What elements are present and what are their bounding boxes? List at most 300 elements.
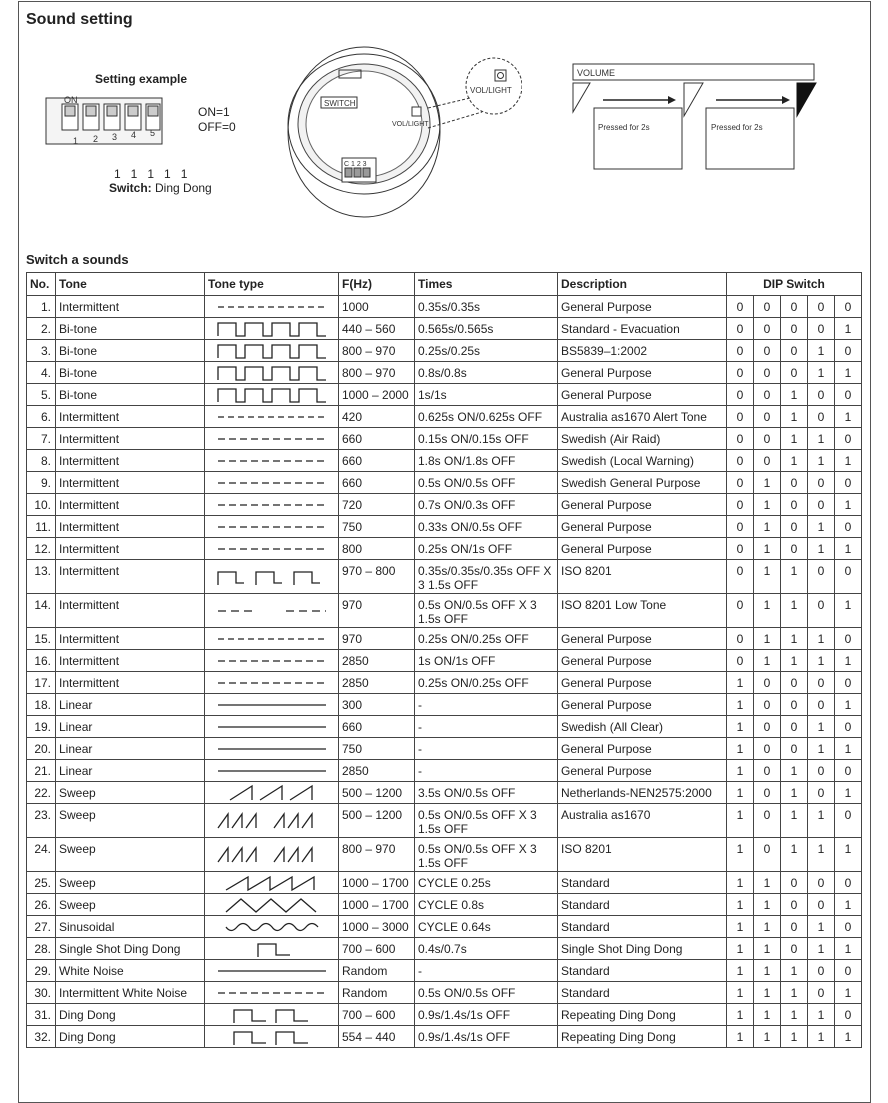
row-description: General Purpose: [558, 628, 727, 650]
row-dip-bit-2: 0: [754, 450, 781, 472]
row-tone-type-double-pulse-icon: [205, 1026, 339, 1048]
row-dip-bit-4: 0: [808, 872, 835, 894]
row-dip-bit-4: 1: [808, 738, 835, 760]
row-description: Standard: [558, 916, 727, 938]
row-number: 1.: [27, 296, 56, 318]
row-tone-type-line-icon: [205, 760, 339, 782]
row-dip-bit-1: 1: [727, 716, 754, 738]
row-dip-bit-4: 0: [808, 472, 835, 494]
row-frequency: 660: [339, 716, 415, 738]
row-dip-bit-5: 0: [835, 516, 862, 538]
pressed-label-2: Pressed for 2s: [711, 123, 763, 132]
row-tone: Intermittent: [56, 516, 205, 538]
row-times: 0.625s ON/0.625s OFF: [415, 406, 558, 428]
row-description: General Purpose: [558, 384, 727, 406]
row-frequency: 420: [339, 406, 415, 428]
row-tone: Sweep: [56, 872, 205, 894]
row-tone-type-dash-icon: [205, 472, 339, 494]
row-tone: Bi-tone: [56, 318, 205, 340]
volume-label: VOLUME: [577, 68, 616, 78]
col-description: Description: [558, 273, 727, 296]
row-frequency: Random: [339, 960, 415, 982]
row-dip-bit-4: 1: [808, 1026, 835, 1048]
row-dip-bit-5: 0: [835, 716, 862, 738]
row-times: 0.7s ON/0.3s OFF: [415, 494, 558, 516]
row-number: 7.: [27, 428, 56, 450]
row-tone-type-dash-icon: [205, 538, 339, 560]
row-times: -: [415, 760, 558, 782]
row-dip-bit-1: 0: [727, 428, 754, 450]
row-dip-bit-2: 1: [754, 494, 781, 516]
row-dip-bit-5: 0: [835, 872, 862, 894]
row-dip-bit-3: 0: [781, 494, 808, 516]
dip-number-3: 3: [112, 132, 118, 142]
col-tone-type: Tone type: [205, 273, 339, 296]
row-dip-bit-2: 0: [754, 296, 781, 318]
row-dip-bit-2: 0: [754, 804, 781, 838]
row-dip-bit-3: 1: [781, 384, 808, 406]
row-dip-bit-4: 1: [808, 428, 835, 450]
row-dip-bit-1: 1: [727, 894, 754, 916]
row-dip-bit-2: 1: [754, 560, 781, 594]
row-tone-type-saw4-icon: [205, 872, 339, 894]
row-dip-bit-1: 1: [727, 838, 754, 872]
row-times: 0.25s ON/0.25s OFF: [415, 672, 558, 694]
row-dip-bit-2: 1: [754, 516, 781, 538]
row-dip-bit-1: 0: [727, 594, 754, 628]
switch-prefix: Switch:: [109, 181, 152, 195]
row-dip-bit-3: 0: [781, 716, 808, 738]
row-tone-type-dash-thin-icon: [205, 406, 339, 428]
device-diagram: [282, 44, 522, 224]
row-tone-type-line-icon: [205, 716, 339, 738]
row-frequency: 1000 – 1700: [339, 872, 415, 894]
row-dip-bit-4: 0: [808, 782, 835, 804]
row-dip-bit-5: 0: [835, 472, 862, 494]
row-dip-bit-4: 0: [808, 384, 835, 406]
table-row: [27, 340, 862, 362]
row-description: Netherlands-NEN2575:2000: [558, 782, 727, 804]
table-row: [27, 318, 862, 340]
row-dip-bit-5: 1: [835, 694, 862, 716]
row-dip-bit-5: 0: [835, 384, 862, 406]
row-number: 8.: [27, 450, 56, 472]
table-row: [27, 716, 862, 738]
row-dip-bit-4: 0: [808, 406, 835, 428]
row-frequency: 800 – 970: [339, 340, 415, 362]
row-description: ISO 8201: [558, 838, 727, 872]
row-frequency: 1000 – 1700: [339, 894, 415, 916]
table-row: [27, 960, 862, 982]
row-dip-bit-5: 0: [835, 916, 862, 938]
row-frequency: 554 – 440: [339, 1026, 415, 1048]
row-dip-bit-2: 0: [754, 716, 781, 738]
row-dip-bit-5: 1: [835, 362, 862, 384]
row-times: -: [415, 960, 558, 982]
row-tone: Intermittent: [56, 450, 205, 472]
row-dip-bit-1: 0: [727, 516, 754, 538]
row-tone: Ding Dong: [56, 1026, 205, 1048]
row-times: 1s/1s: [415, 384, 558, 406]
row-description: General Purpose: [558, 296, 727, 318]
row-dip-bit-1: 0: [727, 538, 754, 560]
table-row: [27, 516, 862, 538]
row-frequency: 440 – 560: [339, 318, 415, 340]
row-times: 0.15s ON/0.15s OFF: [415, 428, 558, 450]
row-dip-bit-5: 1: [835, 894, 862, 916]
row-tone: Bi-tone: [56, 384, 205, 406]
row-times: -: [415, 694, 558, 716]
row-dip-bit-5: 0: [835, 672, 862, 694]
row-dip-bit-3: 0: [781, 538, 808, 560]
row-description: General Purpose: [558, 694, 727, 716]
row-dip-bit-5: 0: [835, 296, 862, 318]
row-number: 14.: [27, 594, 56, 628]
col-dip-switch: DIP Switch: [727, 273, 862, 296]
row-tone-type-triangle-icon: [205, 894, 339, 916]
row-dip-bit-3: 0: [781, 672, 808, 694]
row-number: 9.: [27, 472, 56, 494]
row-description: Repeating Ding Dong: [558, 1026, 727, 1048]
row-times: 0.5s ON/0.5s OFF X 3 1.5s OFF: [415, 594, 558, 628]
row-dip-bit-5: 0: [835, 760, 862, 782]
row-dip-bit-3: 0: [781, 472, 808, 494]
row-dip-bit-2: 0: [754, 384, 781, 406]
row-number: 17.: [27, 672, 56, 694]
row-tone-type-saw-groups-icon: [205, 804, 339, 838]
row-dip-bit-4: 0: [808, 982, 835, 1004]
row-dip-bit-3: 1: [781, 760, 808, 782]
row-dip-bit-3: 1: [781, 628, 808, 650]
row-frequency: 700 – 600: [339, 1004, 415, 1026]
row-number: 23.: [27, 804, 56, 838]
row-times: 0.35s/0.35s/0.35s OFF X 3 1.5s OFF: [415, 560, 558, 594]
table-row: [27, 406, 862, 428]
row-number: 24.: [27, 838, 56, 872]
row-dip-bit-1: 1: [727, 804, 754, 838]
row-dip-bit-3: 0: [781, 694, 808, 716]
row-times: 0.33s ON/0.5s OFF: [415, 516, 558, 538]
row-times: 0.5s ON/0.5s OFF: [415, 982, 558, 1004]
row-dip-bit-1: 0: [727, 384, 754, 406]
row-description: General Purpose: [558, 362, 727, 384]
row-tone: Intermittent: [56, 296, 205, 318]
row-dip-bit-2: 1: [754, 982, 781, 1004]
row-dip-bit-4: 1: [808, 450, 835, 472]
row-dip-bit-1: 1: [727, 1026, 754, 1048]
row-tone-type-double-pulse-icon: [205, 1004, 339, 1026]
row-dip-bit-1: 1: [727, 938, 754, 960]
row-dip-bit-1: 0: [727, 450, 754, 472]
dip-number-5: 5: [150, 128, 156, 138]
row-dip-bit-2: 1: [754, 472, 781, 494]
row-tone-type-dash-thin-icon: [205, 628, 339, 650]
row-description: Australia as1670: [558, 804, 727, 838]
row-tone: Bi-tone: [56, 362, 205, 384]
row-tone: Intermittent: [56, 672, 205, 694]
row-dip-bit-5: 1: [835, 538, 862, 560]
row-frequency: 660: [339, 450, 415, 472]
dip-number-4: 4: [131, 130, 137, 140]
row-dip-bit-3: 1: [781, 1026, 808, 1048]
row-tone: Intermittent: [56, 472, 205, 494]
col-tone: Tone: [56, 273, 205, 296]
row-dip-bit-3: 0: [781, 340, 808, 362]
row-tone: Single Shot Ding Dong: [56, 938, 205, 960]
table-row: [27, 384, 862, 406]
table-row: [27, 782, 862, 804]
row-dip-bit-3: 1: [781, 650, 808, 672]
row-tone-type-dash-icon: [205, 672, 339, 694]
row-frequency: 1000 – 3000: [339, 916, 415, 938]
table-row: [27, 428, 862, 450]
row-times: 0.9s/1.4s/1s OFF: [415, 1026, 558, 1048]
row-number: 13.: [27, 560, 56, 594]
row-dip-bit-2: 0: [754, 318, 781, 340]
row-tone: Linear: [56, 694, 205, 716]
row-dip-bit-1: 1: [727, 872, 754, 894]
row-dip-bit-4: 0: [808, 694, 835, 716]
row-number: 27.: [27, 916, 56, 938]
row-tone-type-dash-icon: [205, 516, 339, 538]
row-dip-bit-2: 0: [754, 760, 781, 782]
row-dip-bit-3: 0: [781, 916, 808, 938]
row-frequency: 500 – 1200: [339, 804, 415, 838]
row-tone: Linear: [56, 716, 205, 738]
row-frequency: 800 – 970: [339, 362, 415, 384]
row-tone-type-square-icon: [205, 318, 339, 340]
row-dip-bit-4: 0: [808, 296, 835, 318]
col-times: Times: [415, 273, 558, 296]
setting-example-heading: Setting example: [95, 72, 188, 86]
row-number: 29.: [27, 960, 56, 982]
table-header-row: [27, 273, 862, 296]
row-frequency: 660: [339, 428, 415, 450]
on-off-legend: [198, 105, 236, 135]
col-no: No.: [27, 273, 56, 296]
row-dip-bit-5: 0: [835, 804, 862, 838]
row-dip-bit-2: 1: [754, 1004, 781, 1026]
row-dip-bit-3: 1: [781, 450, 808, 472]
row-dip-bit-2: 1: [754, 628, 781, 650]
row-number: 28.: [27, 938, 56, 960]
row-description: General Purpose: [558, 672, 727, 694]
row-tone-type-sine-icon: [205, 916, 339, 938]
row-number: 4.: [27, 362, 56, 384]
row-tone: White Noise: [56, 960, 205, 982]
table-row: [27, 694, 862, 716]
row-dip-bit-5: 0: [835, 340, 862, 362]
row-tone: Linear: [56, 760, 205, 782]
row-times: 0.25s ON/0.25s OFF: [415, 628, 558, 650]
col-frequency: F(Hz): [339, 273, 415, 296]
table-row: [27, 1004, 862, 1026]
row-dip-bit-1: 0: [727, 560, 754, 594]
row-tone: Sweep: [56, 804, 205, 838]
row-tone: Ding Dong: [56, 1004, 205, 1026]
row-dip-bit-4: 1: [808, 938, 835, 960]
row-dip-bit-3: 0: [781, 296, 808, 318]
row-number: 16.: [27, 650, 56, 672]
row-description: ISO 8201: [558, 560, 727, 594]
pressed-label-1: Pressed for 2s: [598, 123, 650, 132]
row-times: 0.25s ON/1s OFF: [415, 538, 558, 560]
row-dip-bit-5: 1: [835, 838, 862, 872]
row-number: 10.: [27, 494, 56, 516]
vol-light-inner-label: VOL/LIGHT: [392, 121, 429, 128]
row-tone-type-pulse3-icon: [205, 560, 339, 594]
row-frequency: 750: [339, 516, 415, 538]
row-times: 0.4s/0.7s: [415, 938, 558, 960]
row-dip-bit-1: 1: [727, 960, 754, 982]
row-times: 3.5s ON/0.5s OFF: [415, 782, 558, 804]
row-dip-bit-4: 1: [808, 516, 835, 538]
table-row: [27, 362, 862, 384]
table-row: [27, 650, 862, 672]
row-dip-bit-2: 1: [754, 650, 781, 672]
row-tone: Intermittent White Noise: [56, 982, 205, 1004]
row-dip-bit-5: 1: [835, 982, 862, 1004]
row-times: 1.8s ON/1.8s OFF: [415, 450, 558, 472]
row-dip-bit-1: 0: [727, 296, 754, 318]
row-dip-bit-5: 1: [835, 1026, 862, 1048]
table-row: [27, 738, 862, 760]
row-times: -: [415, 716, 558, 738]
row-frequency: 1000: [339, 296, 415, 318]
row-dip-bit-1: 1: [727, 782, 754, 804]
dip-on-label: ON: [64, 95, 78, 105]
row-tone: Sweep: [56, 838, 205, 872]
row-dip-bit-4: 1: [808, 362, 835, 384]
row-frequency: 2850: [339, 650, 415, 672]
row-dip-bit-3: 0: [781, 362, 808, 384]
row-times: 0.5s ON/0.5s OFF X 3 1.5s OFF: [415, 804, 558, 838]
row-dip-bit-1: 1: [727, 916, 754, 938]
table-row: [27, 560, 862, 594]
row-dip-bit-2: 1: [754, 594, 781, 628]
row-number: 12.: [27, 538, 56, 560]
table-row: [27, 894, 862, 916]
row-description: General Purpose: [558, 538, 727, 560]
row-dip-bit-3: 1: [781, 406, 808, 428]
row-dip-bit-5: 1: [835, 494, 862, 516]
row-dip-bit-5: 0: [835, 1004, 862, 1026]
row-tone-type-dash-thin-icon: [205, 296, 339, 318]
row-description: General Purpose: [558, 516, 727, 538]
row-number: 11.: [27, 516, 56, 538]
row-tone-type-line-icon: [205, 960, 339, 982]
row-dip-bit-1: 0: [727, 494, 754, 516]
row-dip-bit-1: 1: [727, 738, 754, 760]
row-times: 0.9s/1.4s/1s OFF: [415, 1004, 558, 1026]
row-description: Standard: [558, 982, 727, 1004]
row-dip-bit-2: 0: [754, 362, 781, 384]
row-dip-bit-2: 0: [754, 694, 781, 716]
row-description: Swedish (Air Raid): [558, 428, 727, 450]
row-dip-bit-4: 0: [808, 894, 835, 916]
row-description: Standard: [558, 872, 727, 894]
sounds-table: [26, 272, 862, 1048]
row-times: 0.5s ON/0.5s OFF X 3 1.5s OFF: [415, 838, 558, 872]
row-dip-bit-3: 0: [781, 738, 808, 760]
row-tone: Intermittent: [56, 406, 205, 428]
row-description: General Purpose: [558, 494, 727, 516]
volume-diagram: [570, 62, 820, 174]
row-dip-bit-4: 1: [808, 804, 835, 838]
row-tone: Intermittent: [56, 428, 205, 450]
row-dip-bit-3: 1: [781, 982, 808, 1004]
switch-name: Ding Dong: [155, 181, 212, 195]
row-description: General Purpose: [558, 760, 727, 782]
on-legend: ON=1: [198, 105, 230, 119]
table-row: [27, 672, 862, 694]
row-description: Swedish (All Clear): [558, 716, 727, 738]
row-dip-bit-4: 1: [808, 340, 835, 362]
off-legend: OFF=0: [198, 120, 236, 134]
row-dip-bit-2: 0: [754, 672, 781, 694]
row-number: 20.: [27, 738, 56, 760]
row-times: CYCLE 0.25s: [415, 872, 558, 894]
row-tone: Intermittent: [56, 538, 205, 560]
row-times: 0.35s/0.35s: [415, 296, 558, 318]
row-dip-bit-3: 1: [781, 560, 808, 594]
row-dip-bit-1: 1: [727, 982, 754, 1004]
table-row: [27, 938, 862, 960]
row-dip-bit-1: 0: [727, 406, 754, 428]
row-dip-bit-3: 1: [781, 428, 808, 450]
row-tone: Intermittent: [56, 628, 205, 650]
row-dip-bit-3: 0: [781, 938, 808, 960]
row-times: 1s ON/1s OFF: [415, 650, 558, 672]
row-dip-bit-2: 1: [754, 1026, 781, 1048]
table-row: [27, 872, 862, 894]
row-number: 15.: [27, 628, 56, 650]
row-dip-bit-2: 0: [754, 340, 781, 362]
row-number: 21.: [27, 760, 56, 782]
row-description: General Purpose: [558, 738, 727, 760]
row-tone-type-square-icon: [205, 384, 339, 406]
row-dip-bit-4: 0: [808, 960, 835, 982]
row-dip-bit-1: 1: [727, 672, 754, 694]
table-row: [27, 450, 862, 472]
row-times: 0.8s/0.8s: [415, 362, 558, 384]
row-description: Single Shot Ding Dong: [558, 938, 727, 960]
row-dip-bit-3: 0: [781, 318, 808, 340]
table-row: [27, 628, 862, 650]
dip-number-2: 2: [93, 134, 99, 144]
table-row: [27, 538, 862, 560]
table-row: [27, 916, 862, 938]
row-frequency: 2850: [339, 760, 415, 782]
row-tone-type-dash-icon: [205, 450, 339, 472]
row-frequency: 660: [339, 472, 415, 494]
row-dip-bit-2: 0: [754, 838, 781, 872]
row-tone-type-line-icon: [205, 694, 339, 716]
row-number: 32.: [27, 1026, 56, 1048]
page-title: Sound setting: [26, 11, 133, 28]
row-frequency: 720: [339, 494, 415, 516]
row-dip-bit-5: 1: [835, 450, 862, 472]
row-dip-bit-1: 1: [727, 760, 754, 782]
row-dip-bit-2: 0: [754, 406, 781, 428]
row-dip-bit-1: 0: [727, 362, 754, 384]
row-dip-bit-2: 1: [754, 538, 781, 560]
row-dip-bit-2: 0: [754, 428, 781, 450]
table-row: [27, 594, 862, 628]
row-dip-bit-3: 1: [781, 960, 808, 982]
row-description: General Purpose: [558, 650, 727, 672]
row-dip-bit-5: 1: [835, 738, 862, 760]
